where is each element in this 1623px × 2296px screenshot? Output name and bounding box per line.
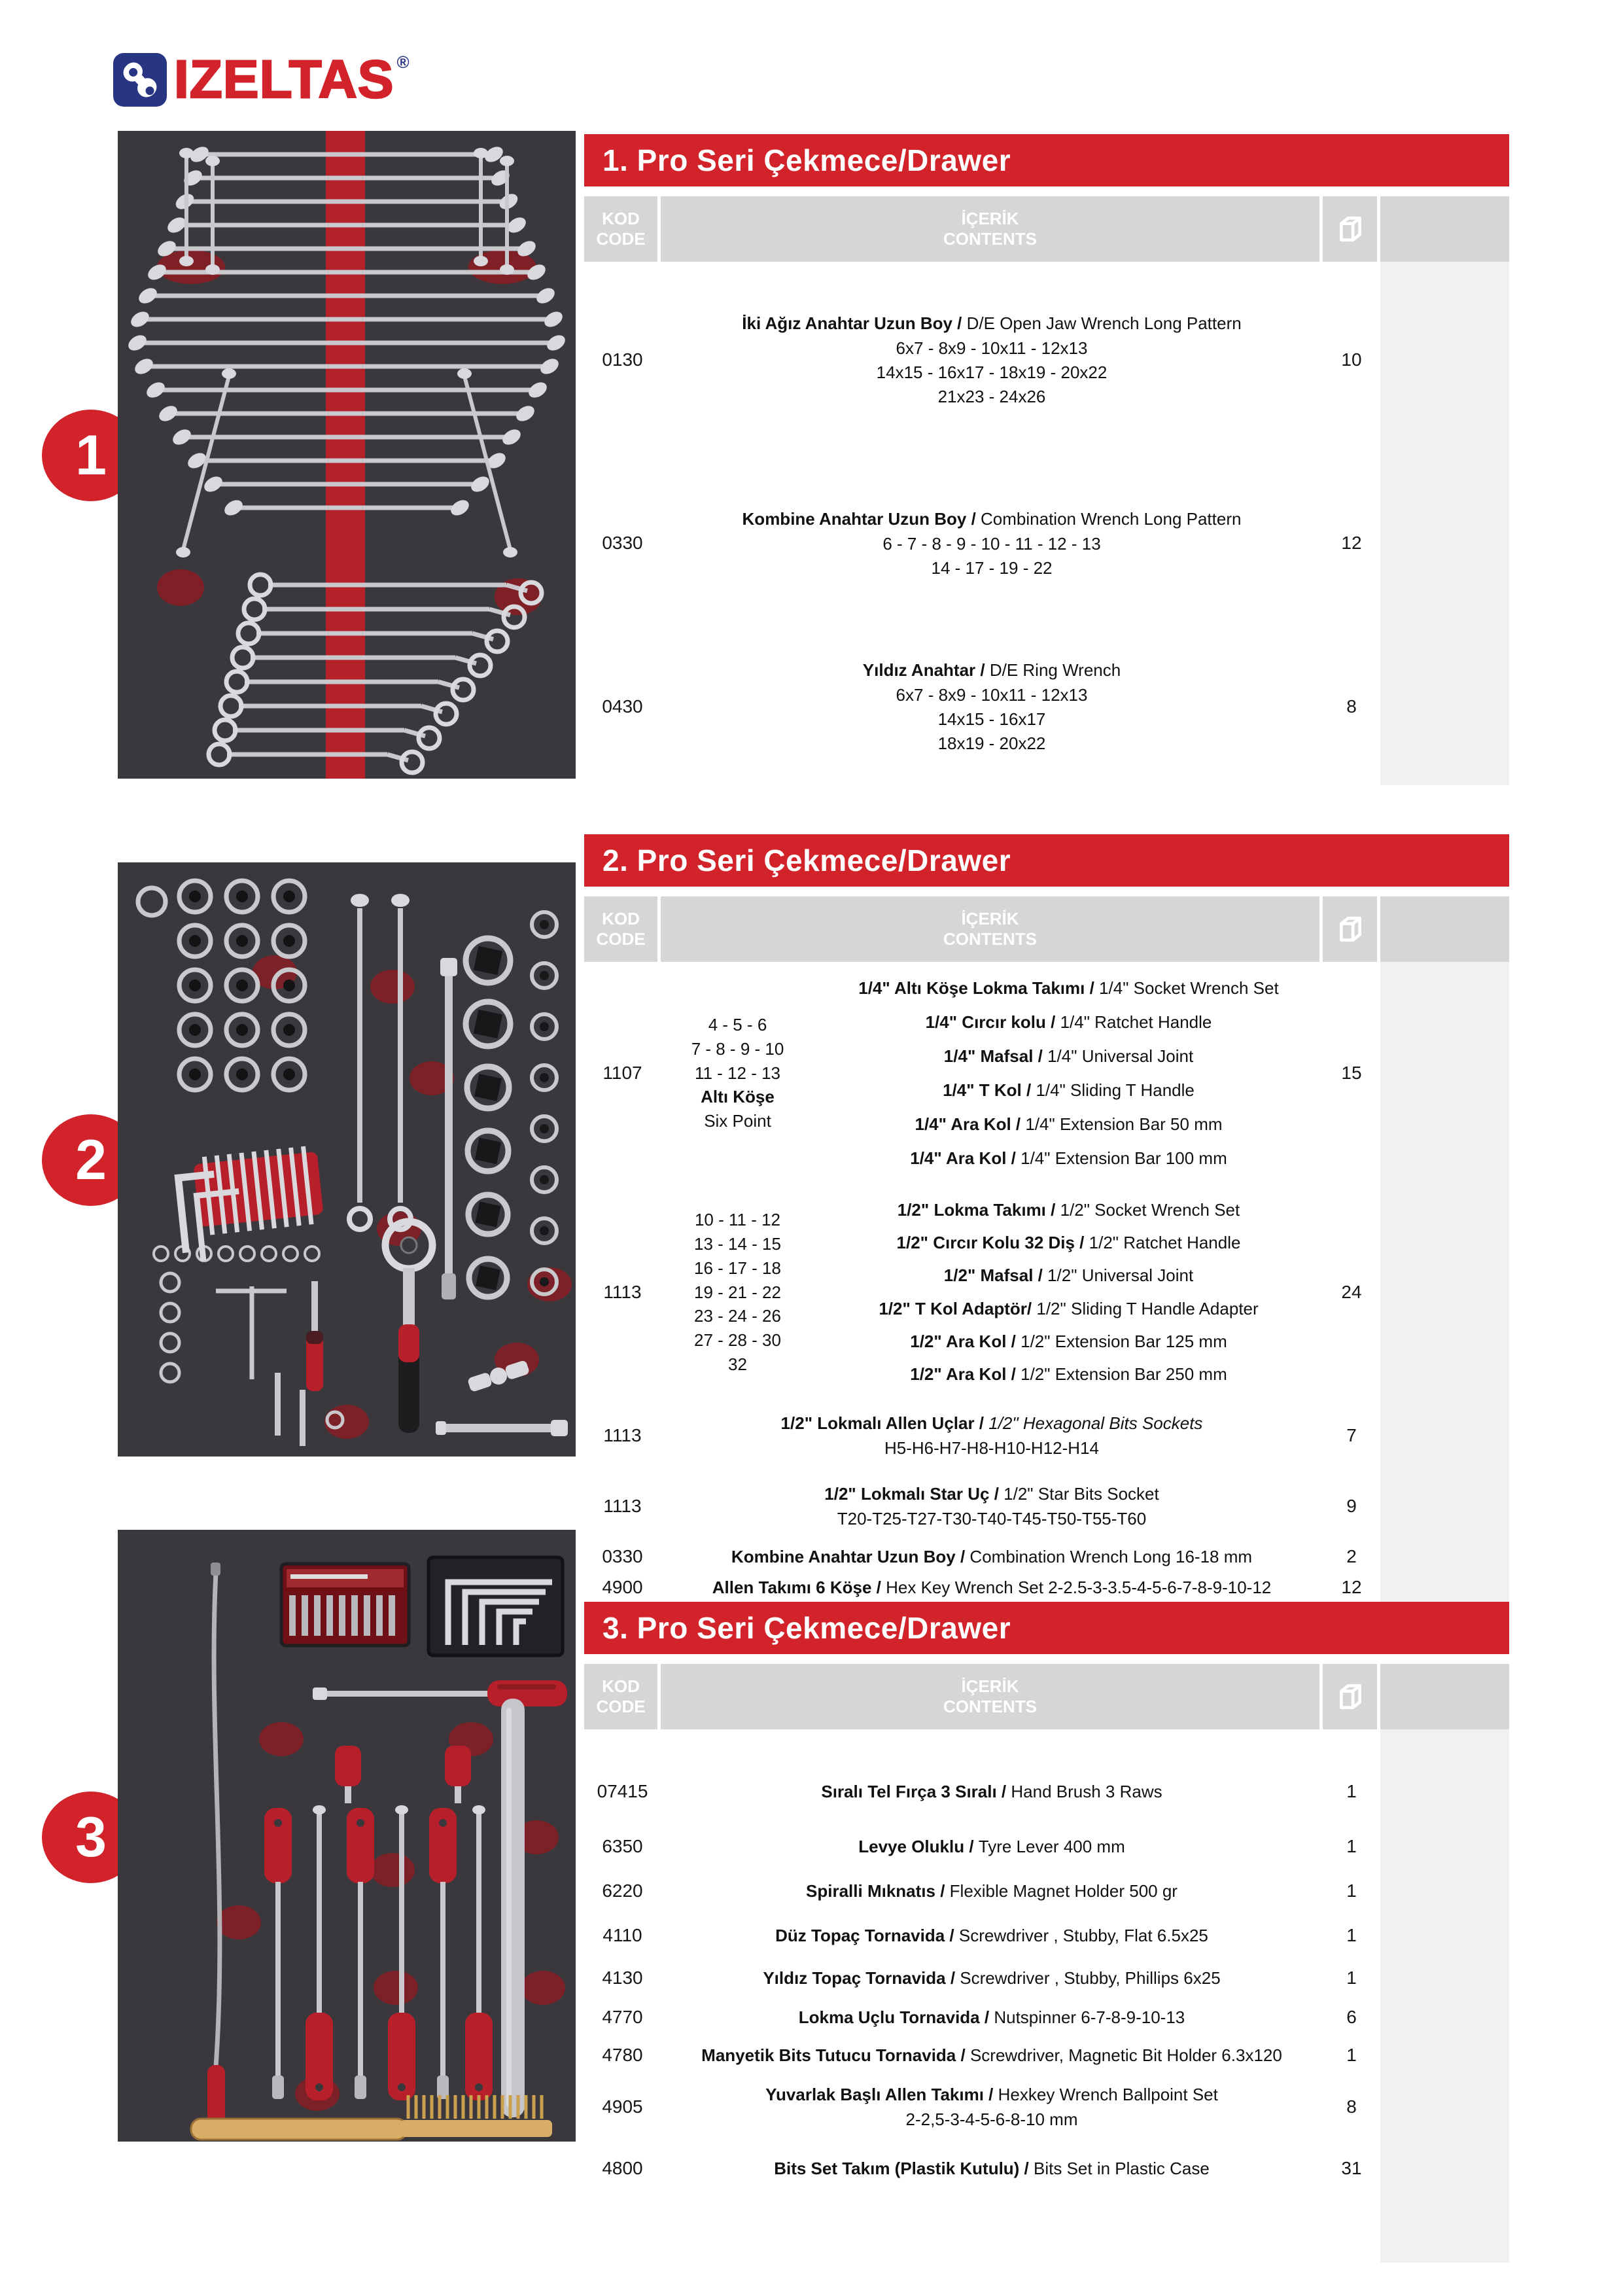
table-body [584,1729,1509,2263]
section-1-badge: 1 [42,410,140,501]
qty-header [1323,896,1380,962]
drawer-cube-icon [1335,914,1365,944]
table-row [584,1542,1509,1572]
product-code: 0330 [602,1546,643,1566]
quantity: 1 [1346,2045,1357,2065]
table-row [584,962,1509,1184]
product-code: 4770 [602,2007,643,2027]
table-row: 4130 Yıldız Topaç Tornavida / Screwdriver , Stubby, Phillips 6x25 1 [584,1958,1509,1998]
quantity: 7 [1346,1425,1357,1445]
quantity: 24 [1341,1282,1362,1302]
brand-wordmark: IZELTAS [174,50,394,109]
table-body [584,262,1509,785]
section-2-badge: 2 [42,1114,140,1206]
product-code: 07415 [597,1781,648,1801]
quantity: 1 [1346,1781,1357,1801]
qty-header [1323,196,1380,262]
qty-header [1323,1664,1380,1729]
quantity: 12 [1341,533,1362,553]
quantity: 8 [1346,696,1357,716]
contents-header: İÇERİK CONTENTS [661,896,1323,962]
quantity: 12 [1341,1577,1362,1597]
code-header: KOD CODE [584,896,661,962]
quantity: 10 [1341,349,1362,370]
drawer-3-table [584,1602,1509,2263]
row-content: İki Ağız Anahtar Uzun Boy / D/E Open Jaw Wrench Long Pattern 6x7 - 8x9 - 10x11 - 12x13 14x15 - 16x17 - 18x19 - 20x22 21x23 - 24x26 [742,313,1242,406]
item-list: 1/4" Altı Köşe Lokma Takımı / 1/4" Socket Wrench Set 1/4" Cırcır kolu / 1/4" Ratchet Handle 1/4" Mafsal / 1/4" Universal Joint 1/4" T Kol / 1/4" Sliding T Handle 1/4" Ara Kol / 1/4" Extension Bar 50 mm 1/4" Ara Kol / 1/4" Extension Bar 100 mm [858,978,1279,1168]
table-row [584,1572,1509,1603]
product-code: 4130 [602,1968,643,1988]
section-3-badge: 3 [42,1792,140,1883]
table-header [584,196,1509,262]
table-row: 4770 Lokma Uçlu Tornavida / Nutspinner 6-7-8-9-10-13 6 [584,1998,1509,2036]
row-content: Kombine Anahtar Uzun Boy / Combination Wrench Long Pattern 6 - 7 - 8 - 9 - 10 - 11 - 12 - 13 14 - 17 - 19 - 22 [742,508,1242,578]
empty-header-cell [1380,196,1509,262]
quantity: 6 [1346,2007,1357,2027]
drawer-2-table [584,834,1509,1603]
product-code: 4905 [602,2096,643,2117]
row-content: 1/2" Lokmalı Star Uç / 1/2" Star Bits Socket T20-T25-T27-T30-T40-T45-T50-T55-T60 [824,1484,1159,1529]
row-content: Yıldız Anahtar / D/E Ring Wrench 6x7 - 8x9 - 10x11 - 12x13 14x15 - 16x17 18x19 - 20x22 [862,660,1121,753]
table-row [584,458,1509,628]
product-code: 6220 [602,1881,643,1901]
quantity: 2 [1346,1546,1357,1566]
contents-header: İÇERİK CONTENTS [661,1664,1323,1729]
item-list: 1/2" Lokma Takımı / 1/2" Socket Wrench Set 1/2" Cırcır Kolu 32 Diş / 1/2" Ratchet Handle 1/2" Mafsal / 1/2" Universal Joint 1/2" T Kol Adaptör/ 1/2" Sliding T Handle Adapter 1/2" Ara Kol / 1/2" Extension Bar 125 mm 1/2" Ara Kol / 1/2" Extension Bar 250 mm [879,1199,1259,1385]
table-header [584,1664,1509,1729]
size-list: 10 - 11 - 12 13 - 14 - 15 16 - 17 - 18 19 - 21 - 22 23 - 24 - 26 27 - 28 - 30 32 [694,1209,781,1375]
table-row [584,262,1509,458]
drawer-photo-1 [118,131,576,779]
quantity: 1 [1346,1881,1357,1901]
row-content: Kombine Anahtar Uzun Boy / Combination Wrench Long 16-18 mm [731,1546,1253,1566]
row-content: Allen Takımı 6 Köşe / Hex Key Wrench Set 2-2.5-3-3.5-4-5-6-7-8-9-10-12 [712,1577,1272,1597]
product-code: 4780 [602,2045,643,2065]
empty-header-cell [1380,1664,1509,1729]
table-row: 4780 Manyetik Bits Tutucu Tornavida / Screwdriver, Magnetic Bit Holder 6.3x120 1 [584,2036,1509,2074]
table-row [584,1400,1509,1471]
wrench-logo-icon [113,52,167,107]
drawer-cube-icon [1335,1682,1365,1712]
quantity: 1 [1346,1925,1357,1945]
table-row: 4905 Yuvarlak Başlı Allen Takımı / Hexkey Wrench Ballpoint Set 2-2,5-3-4-5-6-8-10 mm 8 [584,2074,1509,2140]
quantity: 15 [1341,1063,1362,1083]
table-row [584,1184,1509,1400]
table-row: 6220 Spiralli Mıknatıs / Flexible Magnet Holder 500 gr 1 [584,1869,1509,1913]
table-row: 4800 Bits Set Takım (Plastik Kutulu) / Bits Set in Plastic Case 31 [584,2140,1509,2197]
drawer-photo-2 [118,862,576,1457]
code-header: KOD CODE [584,196,661,262]
quantity: 1 [1346,1836,1357,1856]
product-code: 0430 [602,696,643,716]
product-code: 1113 [603,1425,642,1445]
drawer-1-table [584,134,1509,785]
quantity: 8 [1346,2096,1357,2117]
product-code: 4800 [602,2158,643,2178]
product-code: 1107 [602,1063,642,1083]
product-code: 0130 [602,349,643,370]
product-code: 4900 [602,1577,643,1597]
table-row [584,1471,1509,1542]
brand-logo [113,52,410,107]
row-content: 1/2" Lokmalı Allen Uçlar / 1/2" Hexagonal Bits Sockets H5-H6-H7-H8-H10-H12-H14 [780,1413,1203,1458]
product-code: 1113 [603,1282,642,1302]
empty-header-cell [1380,896,1509,962]
product-code: 4110 [602,1925,642,1945]
code-header: KOD CODE [584,1664,661,1729]
drawer-cube-icon [1335,214,1365,244]
quantity: 31 [1341,2158,1362,2178]
quantity: 1 [1346,1968,1357,1988]
table-row [584,628,1509,785]
table-row: 6350 Levye Oluklu / Tyre Lever 400 mm 1 [584,1824,1509,1869]
product-code: 0330 [602,533,643,553]
section-1-title: 1. Pro Seri Çekmece/Drawer [584,134,1509,186]
section-3-title: 3. Pro Seri Çekmece/Drawer [584,1602,1509,1654]
contents-header: İÇERİK CONTENTS [661,196,1323,262]
product-code: 6350 [602,1836,643,1856]
size-list: 4 - 5 - 6 7 - 8 - 9 - 10 11 - 12 - 13 Altı Köşe Six Point [691,1014,784,1131]
drawer-photo-3 [118,1530,576,2142]
table-row: 4110 Düz Topaç Tornavida / Screwdriver , Stubby, Flat 6.5x25 1 [584,1913,1509,1958]
product-code: 1113 [603,1496,642,1516]
registered-mark: ® [396,52,410,72]
table-header [584,896,1509,962]
quantity: 9 [1346,1496,1357,1516]
section-2-title: 2. Pro Seri Çekmece/Drawer [584,834,1509,887]
table-body [584,962,1509,1603]
table-row: 07415 Sıralı Tel Fırça 3 Sıralı / Hand Brush 3 Raws 1 [584,1759,1509,1824]
